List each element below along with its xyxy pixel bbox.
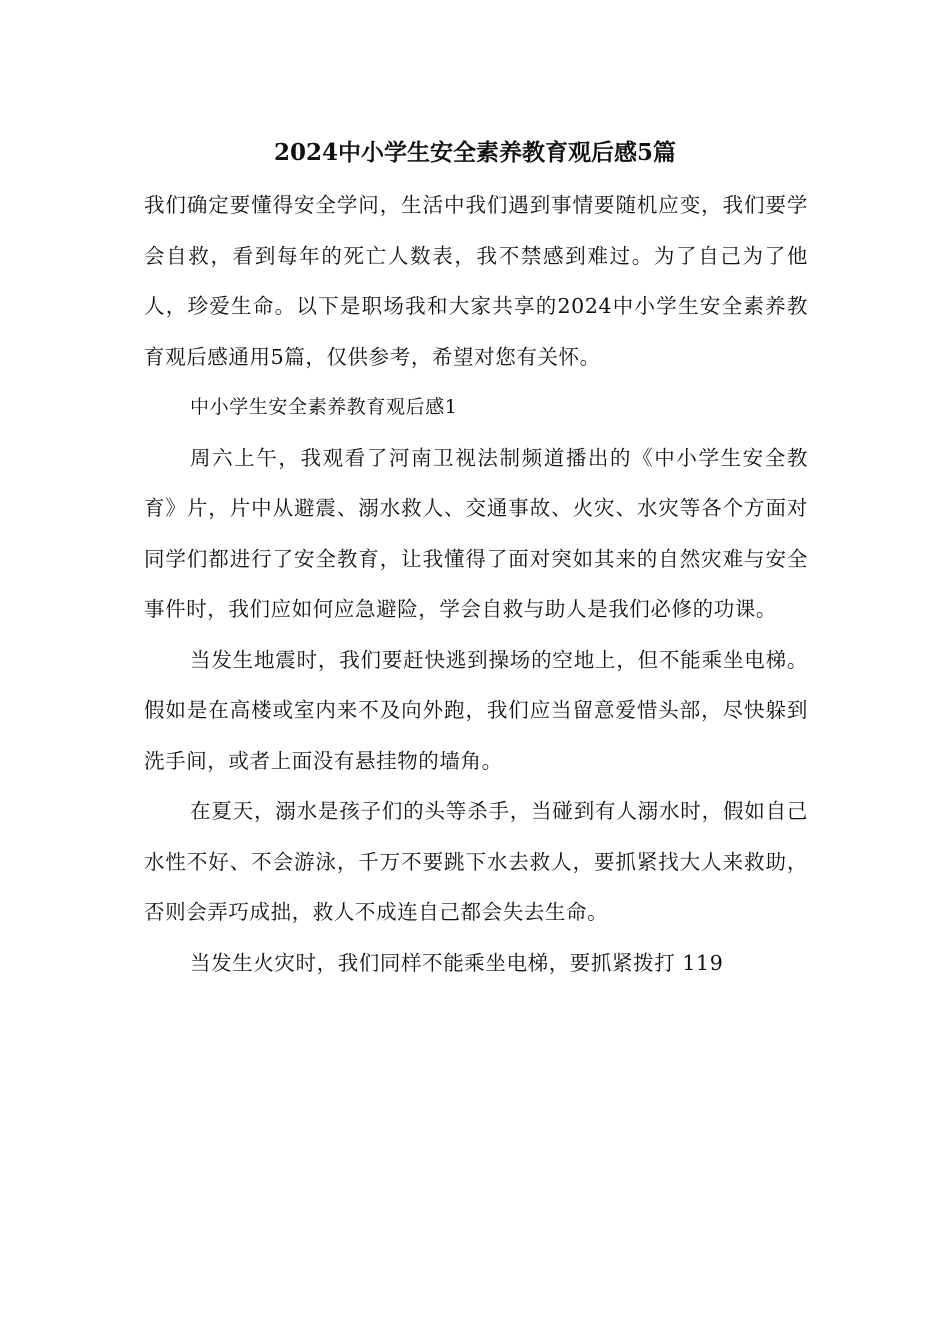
body-paragraph: 当发生地震时，我们要赶快逃到操场的空地上，但不能乘坐电梯。假如是在高楼或室内来不及向外跑，我们应当留意爱惜头部，尽快躲到洗手间，或者上面没有悬挂物的墙角。	[144, 647, 808, 773]
section-heading: 中小学生安全素养教育观后感1	[190, 396, 458, 418]
body-paragraph: 当发生火灾时，我们同样不能乘坐电梯，要抓紧拨打 119	[190, 950, 724, 975]
body-paragraph: 周六上午，我观看了河南卫视法制频道播出的《中小学生安全教育》片，片中从避震、溺水救人、交通事故、火灾、水灾等各个方面对同学们都进行了安全教育，让我懂得了面对突如其来的自然灾难与安全事件时，我们应如何应急避险，学会自救与助人是我们必修的功课。	[144, 445, 808, 621]
body-paragraph: 在夏天，溺水是孩子们的头等杀手，当碰到有人溺水时，假如自己水性不好、不会游泳，千万不要跳下水去救人，要抓紧找大人来救助，否则会弄巧成拙，救人不成连自己都会失去生命。	[144, 799, 808, 924]
document-body	[144, 180, 808, 988]
intro-paragraph: 我们确定要懂得安全学问，生活中我们遇到事情要随机应变，我们要学会自救，看到每年的死亡人数表，我不禁感到难过。为了自己为了他人，珍爱生命。以下是职场我和大家共享的2024中小学生安全素养教育观后感通用5篇，仅供参考，希望对您有关怀。	[144, 193, 808, 369]
document-title: 2024中小学生安全素养教育观后感5篇	[273, 139, 677, 166]
